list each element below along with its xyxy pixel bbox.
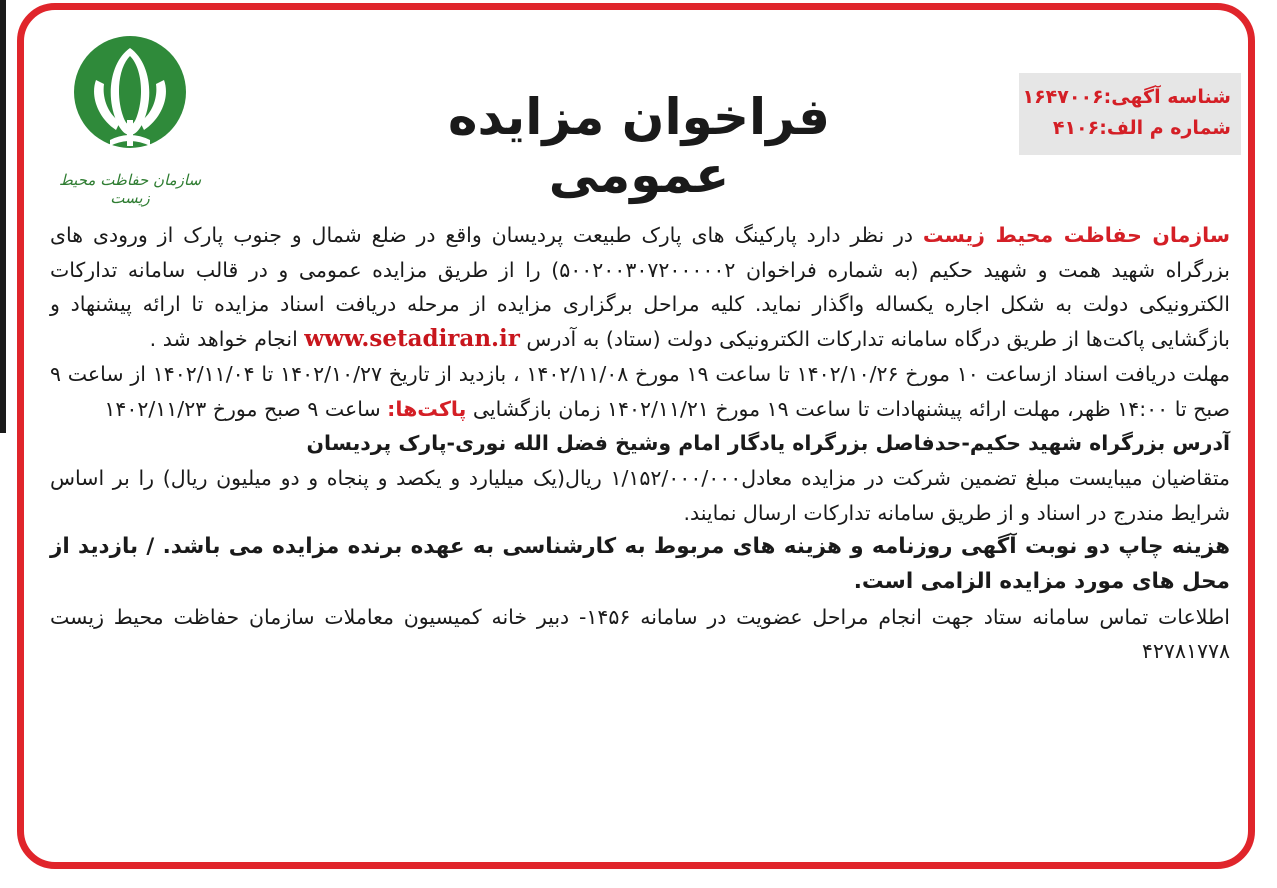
logo-caption: سازمان حفاظت محیط زیست [58, 171, 202, 207]
notice-id: شناسه آگهی:۱۶۴۷۰۰۶ [1022, 86, 1231, 108]
organization-logo [50, 26, 210, 207]
announcement-body [50, 218, 1230, 669]
intro-text: در نظر دارد پارکینگ های پارک طبیعت پردیسان واقع در ضلع شمال و جنوب پارک از ورودی های بزرگراه شهید همت و شهید حکیم (به شماره فراخوان ۵۰۰۲۰۰۳۰۷۲۰۰۰۰۰۲) را از طریق مزایده عمومی و در قالب سامانه تدارکات الکترونیکی دولت به شکل اجاره یکساله واگذار نماید. کلیه مراحل برگزاری مزایده از مرحله دریافت اسناد مزایده تا ارائه پیشنهاد و بازگشایی پاکت‌ها از طریق درگاه سامانه تدارکات الکترونیکی دولت (ستاد) به آدرس [50, 223, 1230, 352]
announcement-frame [17, 3, 1255, 869]
paragraph-contact: اطلاعات تماس سامانه ستاد جهت انجام مراحل عضویت در سامانه ۱۴۵۶- دبیر خانه کمیسیون معاملات سازمان حفاظت محیط زیست ۴۲۷۸۱۷۷۸ [50, 604, 1230, 664]
intro-text-end: انجام خواهد شد . [149, 327, 305, 352]
paragraph-intro [50, 218, 1230, 357]
header [24, 10, 1248, 215]
reference-number: شماره م الف:۴۱۰۶ [1052, 117, 1231, 139]
opening-time-text: ساعت ۹ صبح مورخ ۱۴۰۲/۱۱/۲۳ [104, 396, 388, 421]
leaf-emblem-icon [70, 34, 190, 164]
paragraph-guarantee: متقاضیان میبایست مبلغ تضمین شرکت در مزایده معادل۱/۱۵۲/۰۰۰/۰۰۰ ریال(یک میلیارد و یکصد و پنجاه و دو میلیون ریال) را بر اساس شرایط مندرج در اسناد و از طریق سامانه تدارکات ارسال نمایند. [50, 465, 1230, 525]
deadlines-text: مهلت دریافت اسناد ازساعت ۱۰ مورخ ۱۴۰۲/۱۰/۲۶ تا ساعت ۱۹ مورخ ۱۴۰۲/۱۱/۰۸ ، بازدید از تاریخ ۱۴۰۲/۱۰/۲۷ تا ۱۴۰۲/۱۱/۰۴ از ساعت ۹ صبح تا ۱۴:۰۰ ظهر، مهلت ارائه پیشنهادات تا ساعت ۱۹ مورخ ۱۴۰۲/۱۱/۲۱ زمان بازگشایی [50, 361, 1230, 421]
notice-id-box [1019, 73, 1241, 155]
left-edge-strip [0, 0, 6, 433]
envelopes-label: پاکت‌ها: [387, 396, 467, 421]
paragraph-deadlines [50, 357, 1230, 426]
paragraph-address: آدرس بزرگراه شهید حکیم-حدفاصل بزرگراه یادگار امام وشیخ فضل الله نوری-پارک پردیسان [306, 431, 1230, 456]
organization-name: سازمان حفاظت محیط زیست [922, 223, 1230, 247]
setadiran-link[interactable]: www.setadiran.ir [304, 325, 520, 353]
page-title: فراخوان مزایده عمومی [448, 88, 830, 204]
paragraph-costs: هزینه چاپ دو نوبت آگهی روزنامه و هزینه های مربوط به کارشناسی به عهده برنده مزایده می باشد. / بازدید از محل های مورد مزایده الزامی است. [50, 534, 1230, 595]
